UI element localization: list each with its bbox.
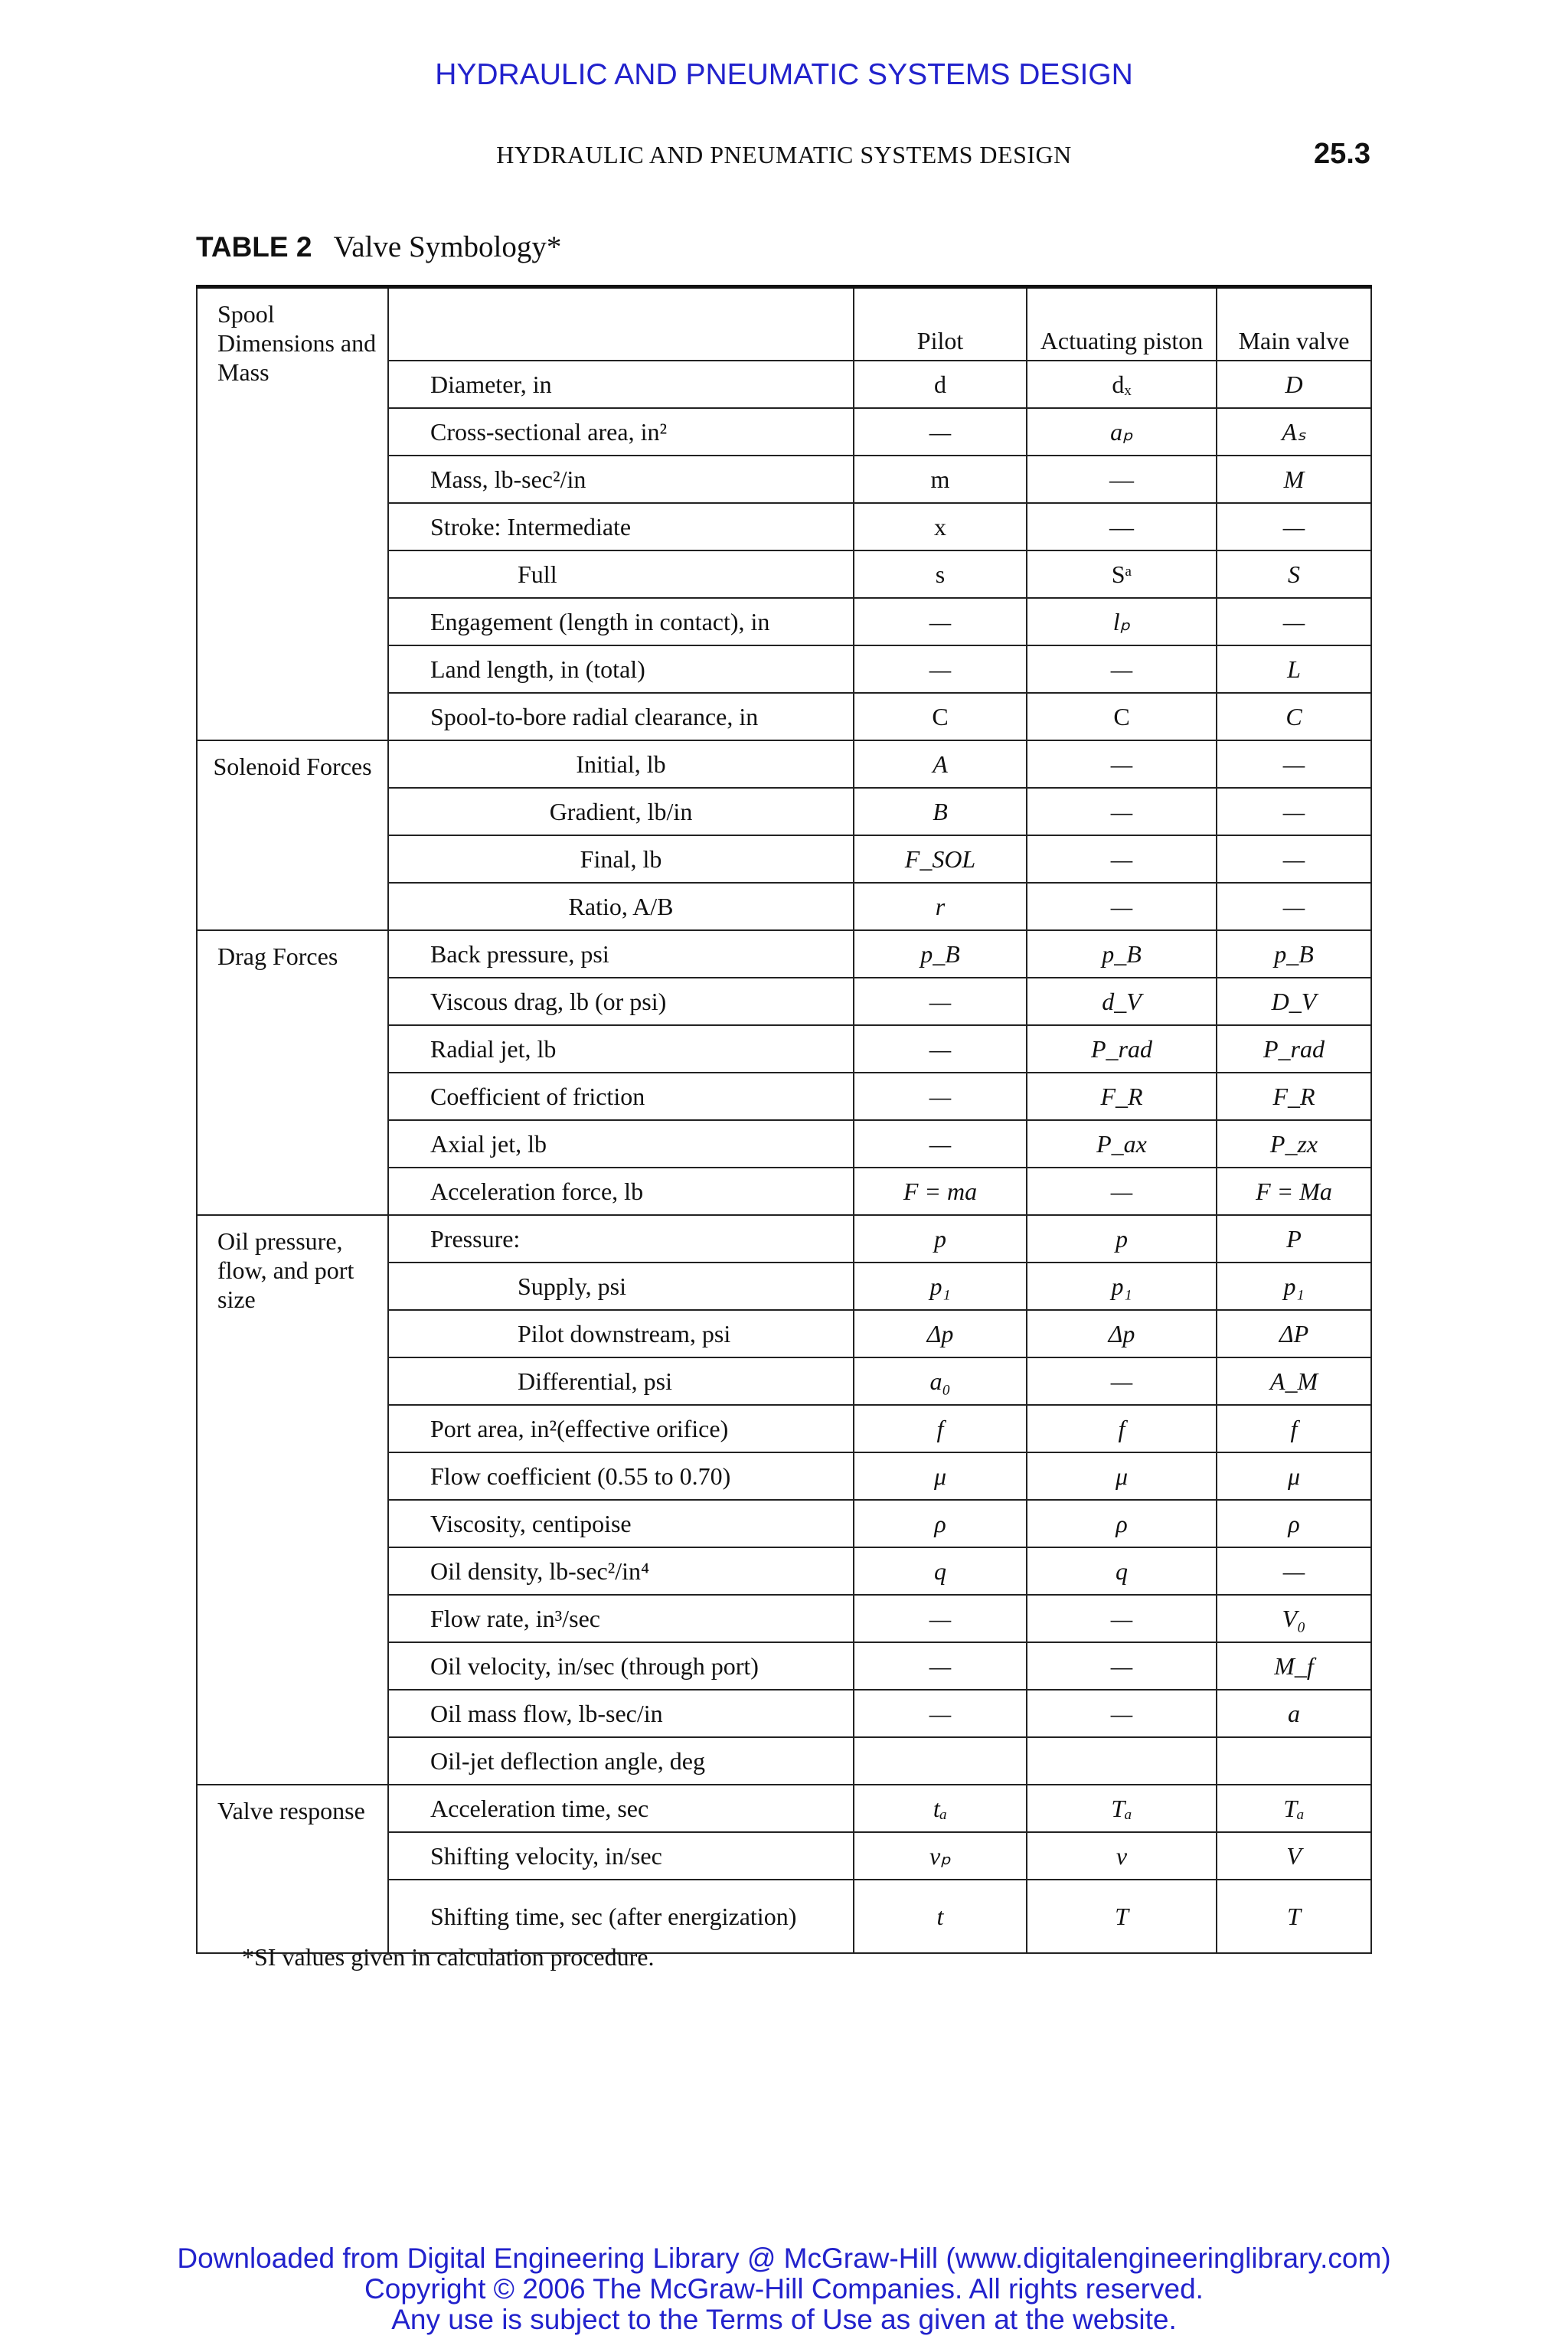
symbol-main: ΔP [1217, 1310, 1371, 1357]
symbol-pilot: A [854, 740, 1027, 788]
symbol-pilot: p₁ [854, 1263, 1027, 1310]
symbol-pilot: s [854, 550, 1027, 598]
symbol-pilot: q [854, 1547, 1027, 1595]
symbol-main: P_zx [1217, 1120, 1371, 1168]
symbol-main: T [1217, 1880, 1371, 1953]
download-footer [0, 2243, 1568, 2335]
symbol-actuating: — [1027, 1690, 1217, 1737]
param-cell: Flow coefficient (0.55 to 0.70) [388, 1452, 854, 1500]
table-row [197, 930, 1371, 978]
symbol-actuating: — [1027, 1642, 1217, 1690]
symbol-main: Tₐ [1217, 1785, 1371, 1832]
param-cell: Gradient, lb/in [388, 788, 854, 835]
symbol-actuating: — [1027, 740, 1217, 788]
param-cell: Full [388, 550, 854, 598]
symbol-main: S [1217, 550, 1371, 598]
col-header-actuating: Actuating piston [1027, 287, 1217, 361]
symbol-pilot: — [854, 978, 1027, 1025]
table-title: Valve Symbology* [333, 230, 562, 263]
table-label: TABLE 2 [196, 231, 312, 263]
symbol-pilot: B [854, 788, 1027, 835]
symbol-actuating: lₚ [1027, 598, 1217, 645]
param-cell: Oil mass flow, lb-sec/in [388, 1690, 854, 1737]
param-cell: Radial jet, lb [388, 1025, 854, 1073]
table-row [197, 740, 1371, 788]
symbol-pilot: F_SOL [854, 835, 1027, 883]
symbol-actuating: — [1027, 1357, 1217, 1405]
param-cell: Differential, psi [388, 1357, 854, 1405]
page-number: 25.3 [1314, 138, 1370, 170]
symbol-main: Aₛ [1217, 408, 1371, 456]
symbol-actuating: F_R [1027, 1073, 1217, 1120]
footer-line-1: Downloaded from Digital Engineering Library @ McGraw-Hill (www.digitalengineeringlibrary.com) [177, 2243, 1391, 2274]
symbol-main: V [1217, 1832, 1371, 1880]
symbol-actuating: — [1027, 788, 1217, 835]
param-cell: Viscosity, centipoise [388, 1500, 854, 1547]
footer-line-2: Copyright © 2006 The McGraw-Hill Companies. All rights reserved. [364, 2273, 1204, 2305]
symbol-main: — [1217, 1547, 1371, 1595]
param-cell: Final, lb [388, 835, 854, 883]
symbol-main: — [1217, 740, 1371, 788]
top-banner: HYDRAULIC AND PNEUMATIC SYSTEMS DESIGN [435, 58, 1133, 91]
param-cell: Port area, in²(effective orifice) [388, 1405, 854, 1452]
param-cell: Mass, lb-sec²/in [388, 456, 854, 503]
symbol-actuating: T [1027, 1880, 1217, 1953]
symbol-actuating: dₓ [1027, 361, 1217, 408]
symbol-actuating: — [1027, 503, 1217, 550]
symbol-actuating: ρ [1027, 1500, 1217, 1547]
symbol-actuating: p₁ [1027, 1263, 1217, 1310]
symbol-main: — [1217, 598, 1371, 645]
param-cell: Pilot downstream, psi [388, 1310, 854, 1357]
symbol-actuating: C [1027, 693, 1217, 740]
symbol-actuating: — [1027, 883, 1217, 930]
header-row [197, 287, 1371, 361]
symbol-pilot: — [854, 645, 1027, 693]
param-cell: Oil velocity, in/sec (through port) [388, 1642, 854, 1690]
running-head: HYDRAULIC AND PNEUMATIC SYSTEMS DESIGN [496, 141, 1072, 168]
symbol-pilot: t [854, 1880, 1027, 1953]
param-cell: Shifting velocity, in/sec [388, 1832, 854, 1880]
symbol-pilot: — [854, 1642, 1027, 1690]
symbol-pilot: — [854, 408, 1027, 456]
table-row [197, 1785, 1371, 1832]
param-cell: Engagement (length in contact), in [388, 598, 854, 645]
symbol-main: f [1217, 1405, 1371, 1452]
symbol-pilot: vₚ [854, 1832, 1027, 1880]
symbol-main: — [1217, 788, 1371, 835]
symbol-main: ρ [1217, 1500, 1371, 1547]
param-cell: Initial, lb [388, 740, 854, 788]
symbol-main: D [1217, 361, 1371, 408]
param-cell: Acceleration force, lb [388, 1168, 854, 1215]
symbol-pilot: r [854, 883, 1027, 930]
param-cell: Cross-sectional area, in² [388, 408, 854, 456]
symbol-main: A_M [1217, 1357, 1371, 1405]
footer-line-3: Any use is subject to the Terms of Use as given at the website. [391, 2304, 1177, 2335]
symbol-pilot: ρ [854, 1500, 1027, 1547]
symbol-main: — [1217, 883, 1371, 930]
symbol-pilot: m [854, 456, 1027, 503]
symbol-actuating: d_V [1027, 978, 1217, 1025]
param-cell: Land length, in (total) [388, 645, 854, 693]
symbol-pilot: — [854, 598, 1027, 645]
symbol-actuating: — [1027, 835, 1217, 883]
symbol-pilot: — [854, 1025, 1027, 1073]
symbol-pilot: C [854, 693, 1027, 740]
symbol-actuating: — [1027, 456, 1217, 503]
symbol-pilot: Δp [854, 1310, 1027, 1357]
symbol-pilot: F = ma [854, 1168, 1027, 1215]
symbol-main: M [1217, 456, 1371, 503]
symbol-pilot: p_B [854, 930, 1027, 978]
symbol-main: p₁ [1217, 1263, 1371, 1310]
param-cell: Spool-to-bore radial clearance, in [388, 693, 854, 740]
symbol-actuating: P_rad [1027, 1025, 1217, 1073]
symbol-pilot: x [854, 503, 1027, 550]
param-cell: Oil density, lb-sec²/in⁴ [388, 1547, 854, 1595]
group-oil: Oil pressure, flow, and port size [197, 1215, 388, 1785]
param-cell: Viscous drag, lb (or psi) [388, 978, 854, 1025]
symbol-main: P_rad [1217, 1025, 1371, 1073]
symbol-main: a [1217, 1690, 1371, 1737]
symbol-main: D_V [1217, 978, 1371, 1025]
param-cell: Diameter, in [388, 361, 854, 408]
symbol-actuating: aₚ [1027, 408, 1217, 456]
symbol-actuating: Sᵃ [1027, 550, 1217, 598]
valve-symbology-table [196, 285, 1370, 1954]
symbol-actuating [1027, 1737, 1217, 1785]
param-cell: Ratio, A/B [388, 883, 854, 930]
param-cell: Back pressure, psi [388, 930, 854, 978]
symbol-main [1217, 1737, 1371, 1785]
symbol-main: — [1217, 503, 1371, 550]
symbol-actuating: — [1027, 1595, 1217, 1642]
col-header-main: Main valve [1217, 287, 1371, 361]
symbol-pilot: — [854, 1595, 1027, 1642]
symbol-main: F_R [1217, 1073, 1371, 1120]
col-header-pilot: Pilot [854, 287, 1027, 361]
symbol-pilot: tₐ [854, 1785, 1027, 1832]
symbol-main: μ [1217, 1452, 1371, 1500]
symbol-pilot: p [854, 1215, 1027, 1263]
param-cell: Axial jet, lb [388, 1120, 854, 1168]
symbol-actuating: q [1027, 1547, 1217, 1595]
group-drag: Drag Forces [197, 930, 388, 1215]
symbol-main: F = Ma [1217, 1168, 1371, 1215]
symbol-actuating: — [1027, 1168, 1217, 1215]
symbol-actuating: p_B [1027, 930, 1217, 978]
symbol-actuating: v [1027, 1832, 1217, 1880]
table-row [197, 1215, 1371, 1263]
symbol-actuating: Tₐ [1027, 1785, 1217, 1832]
symbol-pilot: d [854, 361, 1027, 408]
param-cell: Acceleration time, sec [388, 1785, 854, 1832]
footnote: *SI values given in calculation procedure. [242, 1943, 655, 1971]
symbol-main: — [1217, 835, 1371, 883]
symbol-main: C [1217, 693, 1371, 740]
param-cell: Flow rate, in³/sec [388, 1595, 854, 1642]
symbol-pilot: f [854, 1405, 1027, 1452]
group-response: Valve response [197, 1785, 388, 1953]
param-cell: Stroke: Intermediate [388, 503, 854, 550]
table-caption [196, 230, 561, 264]
symbol-pilot: — [854, 1073, 1027, 1120]
symbol-actuating: f [1027, 1405, 1217, 1452]
symbol-actuating: p [1027, 1215, 1217, 1263]
symbol-main: V₀ [1217, 1595, 1371, 1642]
symbol-pilot: a₀ [854, 1357, 1027, 1405]
symbol-actuating: Δp [1027, 1310, 1217, 1357]
param-cell: Oil-jet deflection angle, deg [388, 1737, 854, 1785]
symbol-actuating: — [1027, 645, 1217, 693]
group-spool: Spool Dimensions and Mass [197, 287, 388, 740]
symbol-main: L [1217, 645, 1371, 693]
param-cell: Supply, psi [388, 1263, 854, 1310]
header-blank [388, 287, 854, 361]
symbol-pilot: — [854, 1690, 1027, 1737]
symbol-actuating: μ [1027, 1452, 1217, 1500]
param-cell: Coefficient of friction [388, 1073, 854, 1120]
param-cell: Shifting time, sec (after energization) [388, 1880, 854, 1953]
symbol-pilot [854, 1737, 1027, 1785]
symbol-actuating: P_ax [1027, 1120, 1217, 1168]
symbol-main: p_B [1217, 930, 1371, 978]
group-solenoid: Solenoid Forces [197, 740, 388, 930]
symbol-main: M_f [1217, 1642, 1371, 1690]
param-cell: Pressure: [388, 1215, 854, 1263]
symbol-main: P [1217, 1215, 1371, 1263]
symbol-pilot: — [854, 1120, 1027, 1168]
symbol-pilot: μ [854, 1452, 1027, 1500]
